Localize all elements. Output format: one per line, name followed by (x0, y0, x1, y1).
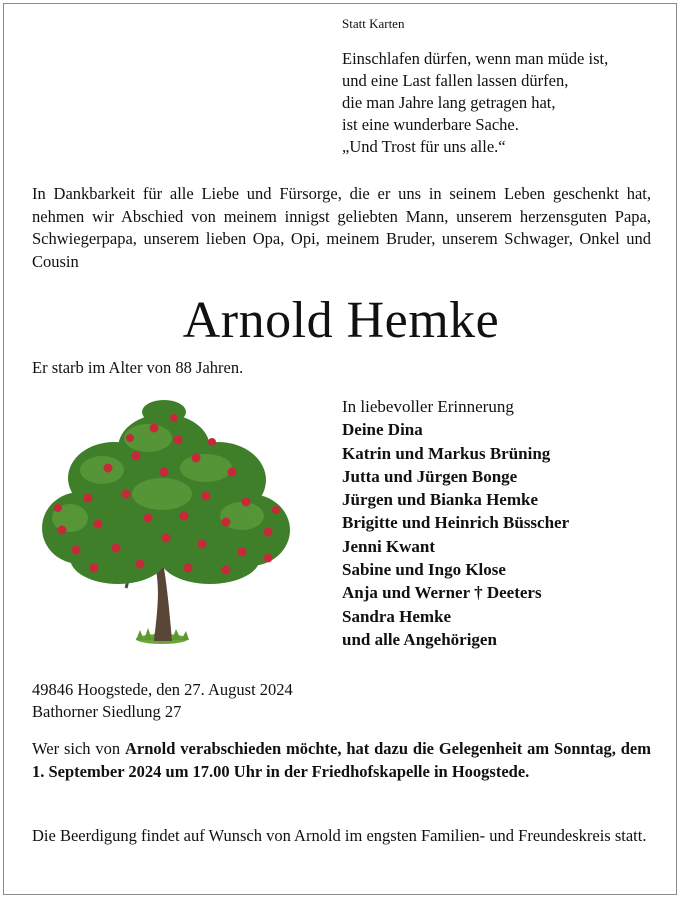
mourner-name: und alle Angehörigen (342, 629, 497, 649)
mourner-name: Sabine und Ingo Klose (342, 560, 506, 580)
header-statt-karten: Statt Karten (342, 16, 405, 31)
apple-tree-icon (36, 398, 296, 648)
mourner-name: Deine Dina (342, 420, 423, 440)
address: Bathorner Siedlung 27 (32, 702, 182, 721)
poem (342, 48, 608, 158)
age-line: Er starb im Alter von 88 Jahren. (32, 358, 244, 377)
place-and-address (32, 679, 293, 723)
farewell-paragraph (32, 737, 651, 783)
mourner-name: Jürgen und Bianka Hemke (342, 490, 539, 510)
intro-paragraph: In Dankbarkeit für alle Liebe und Fürsorge, die er uns in seinem Leben geschenkt hat, nehmen wir Abschied von meinem innigst geliebten Mann, unserem herzensguten Papa, Schwiegerpapa, unserem lieben Opa, Opi, meinem Bruder, unserem Schwager, Onkel und Cousin (32, 184, 651, 271)
mourner-name: Anja und Werner † Deeters (342, 583, 542, 603)
poem-line: ist eine wunderbare Sache. (342, 115, 519, 134)
poem-line: die man Jahre lang getragen hat, (342, 93, 556, 112)
mourner-name: Brigitte und Heinrich Büsscher (342, 513, 570, 533)
mourner-name: Sandra Hemke (342, 606, 452, 626)
mourners-lead: In liebevoller Erinnerung (342, 397, 514, 416)
deceased-name: Arnold Hemke (182, 292, 500, 349)
farewell-bold-text: Arnold verabschieden möchte, hat dazu die Gelegenheit am Sonntag, dem 1. September 2024 um 17.00 Uhr in der Friedhofskapelle in Hoogstede. (32, 739, 651, 781)
burial-paragraph: Die Beerdigung findet auf Wunsch von Arnold im engsten Familien- und Freundeskreis statt. (32, 826, 647, 845)
poem-line: „Und Trost für uns alle.“ (342, 137, 506, 156)
mourner-name: Jenni Kwant (342, 536, 436, 556)
mourners-block (342, 395, 569, 651)
farewell-text: Wer sich von (32, 739, 126, 758)
mourner-name: Jutta und Jürgen Bonge (342, 466, 518, 486)
place-date: 49846 Hoogstede, den 27. August 2024 (32, 680, 293, 699)
mourner-name: Katrin und Markus Brüning (342, 443, 551, 463)
poem-line: und eine Last fallen lassen dürfen, (342, 71, 569, 90)
poem-line: Einschlafen dürfen, wenn man müde ist, (342, 49, 609, 68)
